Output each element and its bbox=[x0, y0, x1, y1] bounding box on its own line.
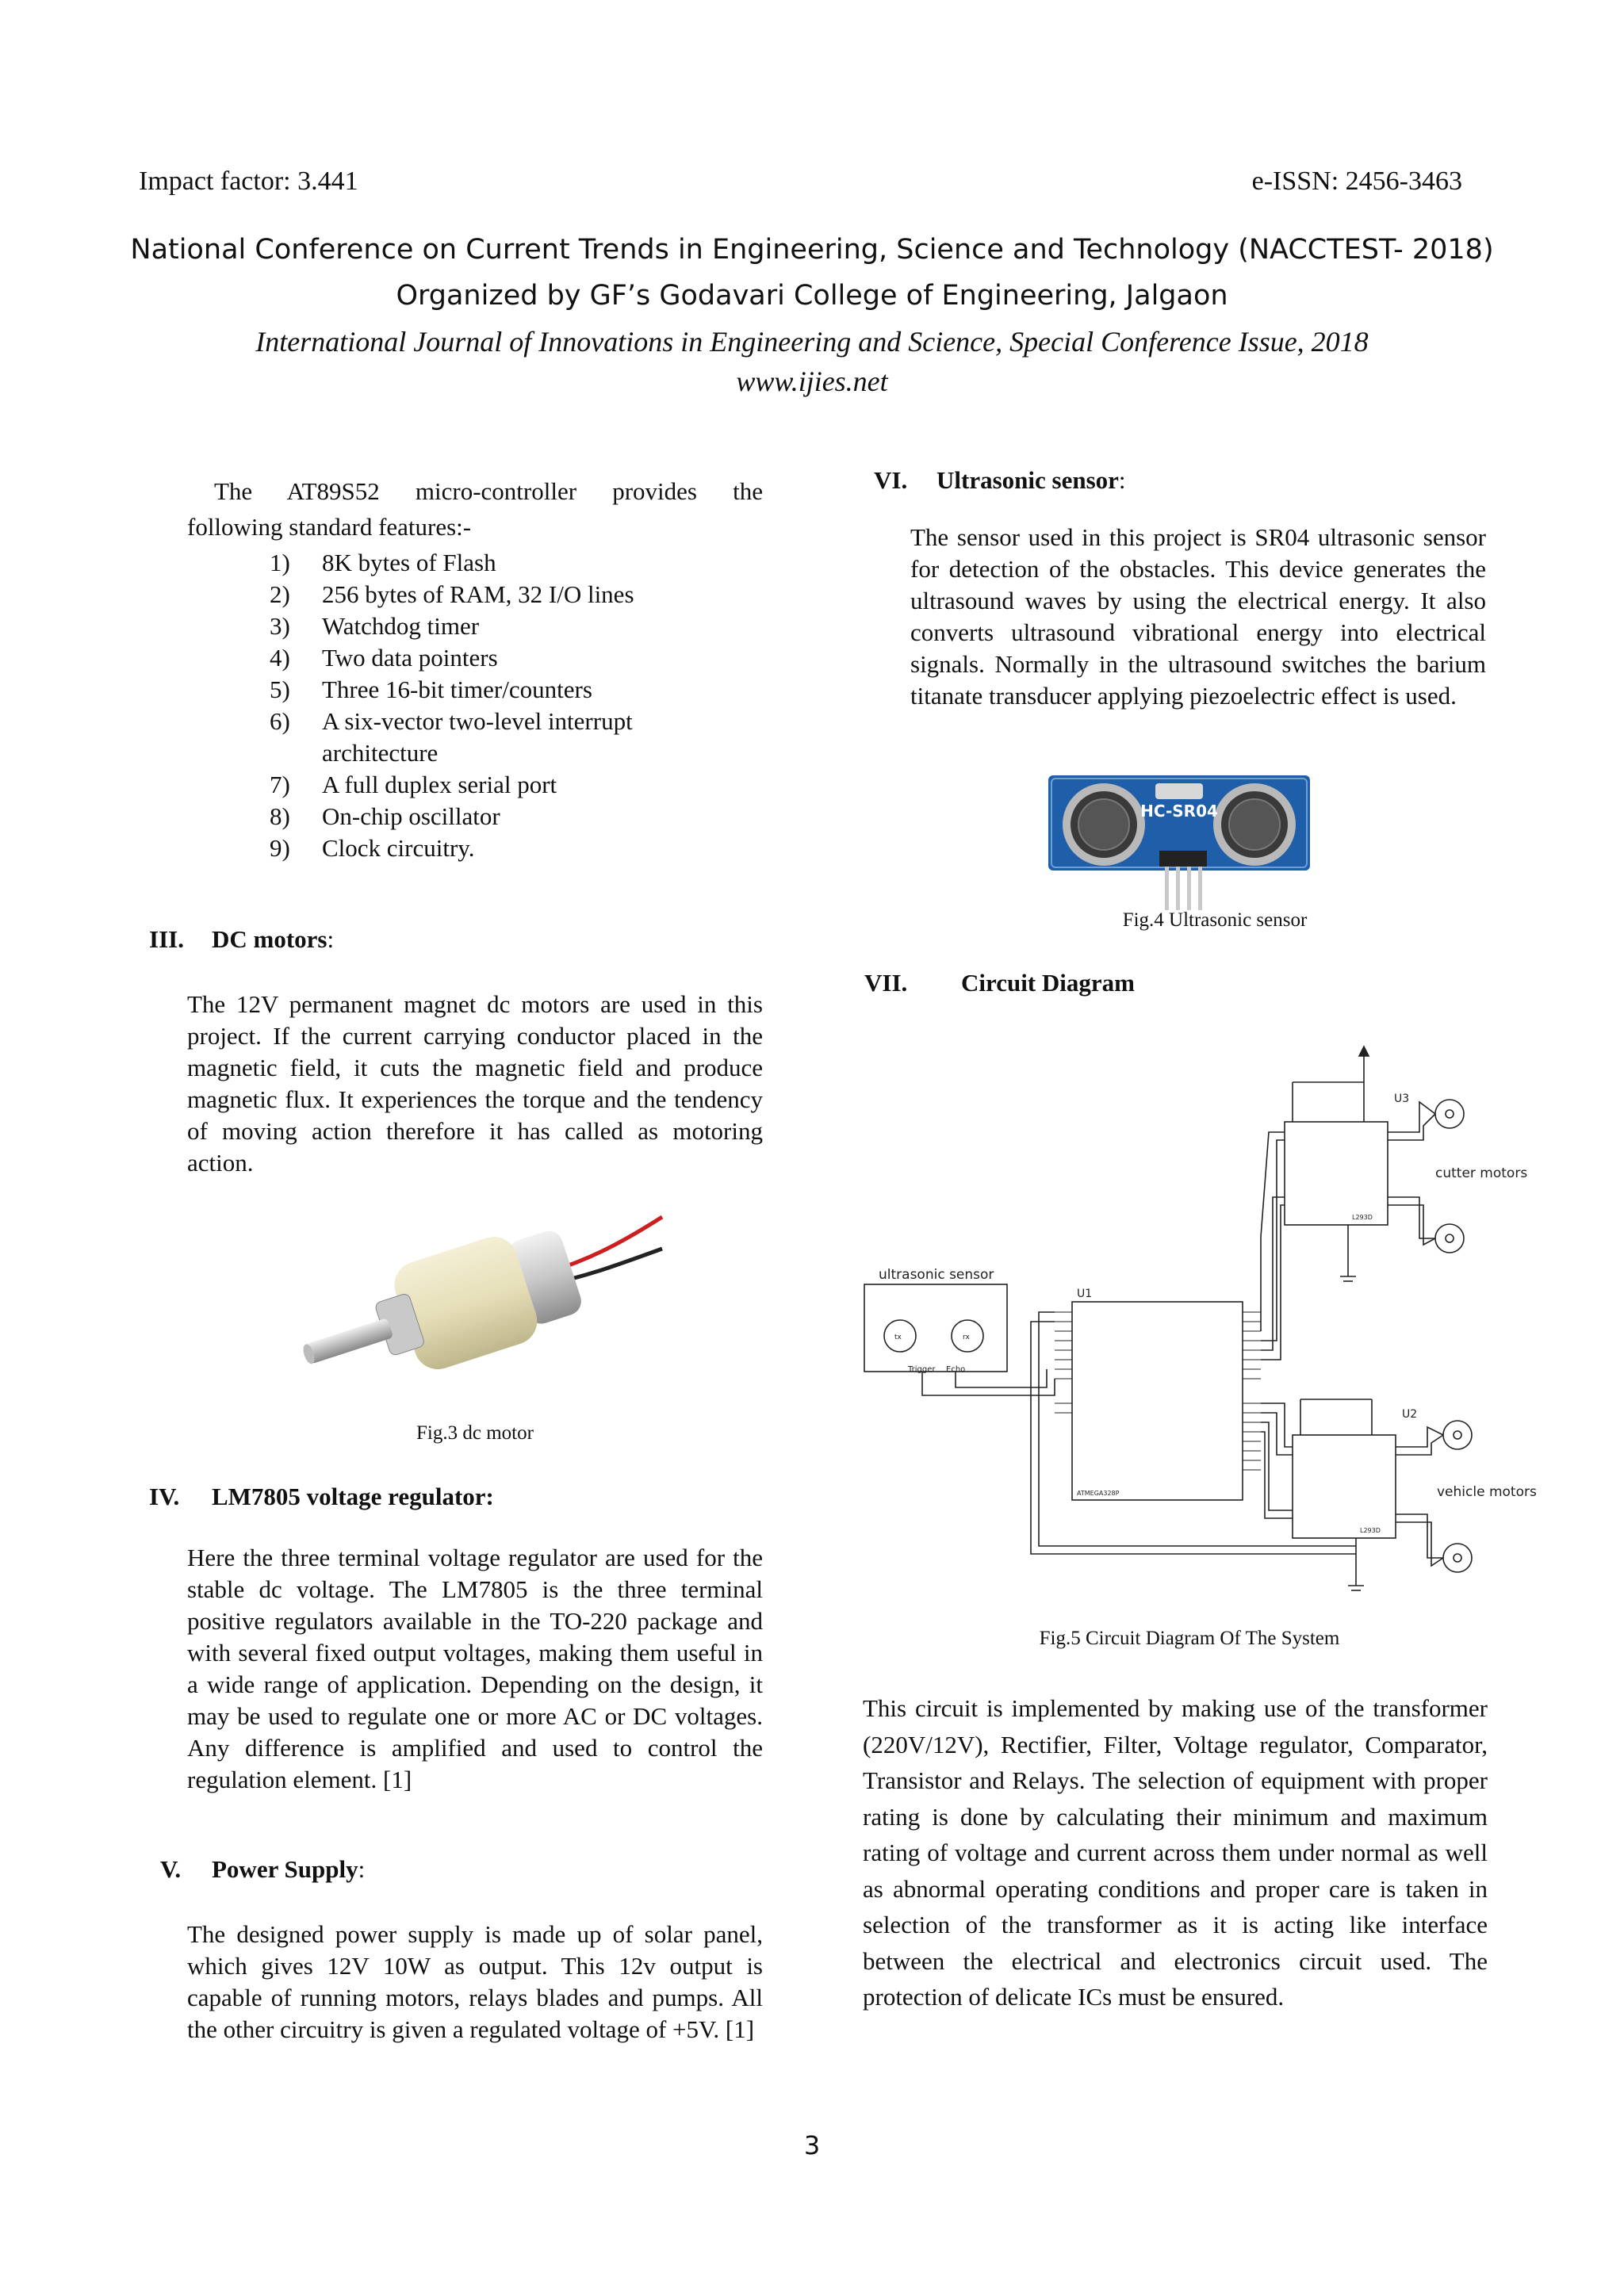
feature-text: A full duplex serial port bbox=[322, 771, 557, 798]
feature-number: 9) bbox=[270, 834, 290, 862]
sensor-label: HC-SR04 bbox=[1140, 802, 1218, 821]
fig4-caption: Fig.4 Ultrasonic sensor bbox=[1122, 909, 1308, 931]
feature-item bbox=[270, 642, 634, 674]
conference-title: National Conference on Current Trends in Engineering, Science and Technology (NACCTEST- 2018) bbox=[130, 234, 1494, 266]
feature-number: 4) bbox=[270, 644, 290, 672]
vehicle-motors-label: vehicle motors bbox=[1437, 1484, 1537, 1500]
feature-number: 7) bbox=[270, 771, 290, 798]
section-6-body: The sensor used in this project is SR04 ultrasonic sensor for detection of the obstacles. This device generates the ultrasound waves by using the electrical energy. It also converts ultrasound vibrational energy into electrical signals. Normally in the ultrasound switches the barium titanate transducer applying piezoelectric effect is used. bbox=[910, 523, 1486, 710]
section-6-number: VI. bbox=[874, 466, 908, 494]
section-7-number: VII. bbox=[864, 969, 908, 997]
fig5-caption: Fig.5 Circuit Diagram Of The System bbox=[1039, 1628, 1340, 1649]
feature-number: 6) bbox=[270, 707, 290, 735]
feature-number: 2) bbox=[270, 580, 290, 608]
section-7-title: Circuit Diagram bbox=[961, 969, 1135, 997]
feature-item bbox=[270, 769, 634, 801]
organizer: Organized by GF’s Godavari College of Engineering, Jalgaon bbox=[396, 280, 1228, 312]
ultrasonic-sensor-label: ultrasonic sensor bbox=[879, 1267, 994, 1283]
u3-chip bbox=[1285, 1122, 1388, 1225]
feature-text: Watchdog timer bbox=[322, 612, 480, 640]
feature-text: Clock circuitry. bbox=[322, 834, 475, 862]
fig3-caption: Fig.3 dc motor bbox=[416, 1422, 534, 1444]
section-3-body: The 12V permanent magnet dc motors are used in this project. If the current carrying conductor placed in the magnetic field, it cuts the magnetic field and produce magnetic flux. It experiences the torque and the tendency of moving action therefore it has called as motoring action. bbox=[187, 990, 763, 1177]
svg-text:ATMEGA328P: ATMEGA328P bbox=[1077, 1490, 1120, 1497]
feature-item bbox=[270, 801, 634, 832]
feature-text: Three 16-bit timer/counters bbox=[322, 675, 592, 703]
journal-website: www.ijies.net bbox=[736, 365, 888, 397]
section-5-number: V. bbox=[160, 1855, 182, 1883]
section-5-title: Power Supply: bbox=[212, 1855, 366, 1883]
u2-chip bbox=[1293, 1435, 1396, 1538]
feature-number bbox=[270, 737, 322, 769]
u1-chip bbox=[1072, 1302, 1243, 1500]
feature-item bbox=[270, 832, 634, 864]
feature-text: Two data pointers bbox=[322, 644, 498, 672]
svg-text:rx: rx bbox=[963, 1334, 970, 1341]
feature-text: On-chip oscillator bbox=[322, 802, 500, 830]
page-number: 3 bbox=[803, 2130, 821, 2160]
feature-text: architecture bbox=[322, 739, 439, 767]
feature-item bbox=[270, 610, 634, 642]
intro-line2: following standard features:- bbox=[187, 513, 472, 541]
feature-number: 8) bbox=[270, 802, 290, 830]
feature-item bbox=[270, 737, 634, 769]
feature-number: 5) bbox=[270, 675, 290, 703]
intro-line1: The AT89S52 micro-controller provides the bbox=[214, 477, 763, 505]
ultrasonic-sensor-image bbox=[1048, 775, 1310, 918]
circuit-paragraph: This circuit is implemented by making use of the transformer (220V/12V), Rectifier, Filter, Voltage regulator, Comparator, Transistor and Relays. The selection of equipment with proper rating is done by calculating their minimum and maximum rating of voltage and current across them under normal as well as abnormal operating conditions and proper care is taken in selection of the transformer as it is acting like interface between the electrical and electronics circuit used. The protection of delicate ICs must be ensured. bbox=[863, 1694, 1488, 2011]
feature-item bbox=[270, 579, 634, 610]
feature-item bbox=[270, 674, 634, 706]
cutter-motors-label: cutter motors bbox=[1435, 1165, 1528, 1181]
u1-label: U1 bbox=[1077, 1288, 1093, 1300]
section-5-body: The designed power supply is made up of solar panel, which gives 12V 10W as output. This 12v output is capable of running motors, relays blades and pumps. All the other circuitry is given a regulated voltage of +5V. [1] bbox=[187, 1920, 763, 2043]
feature-number: 3) bbox=[270, 612, 290, 640]
feature-text: 8K bytes of Flash bbox=[322, 549, 496, 576]
echo-label: Echo bbox=[946, 1365, 966, 1374]
feature-item bbox=[270, 547, 634, 579]
svg-text:L293D: L293D bbox=[1360, 1527, 1381, 1534]
section-4-title: LM7805 voltage regulator: bbox=[212, 1483, 494, 1510]
feature-text: A six-vector two-level interrupt bbox=[322, 707, 633, 735]
section-3-number: III. bbox=[149, 925, 184, 953]
dc-motor-image bbox=[285, 1197, 666, 1403]
section-4-number: IV. bbox=[149, 1483, 180, 1510]
feature-list bbox=[270, 547, 634, 864]
svg-text:tx: tx bbox=[894, 1334, 902, 1341]
issn: e-ISSN: 2456-3463 bbox=[1251, 166, 1462, 196]
u2-label: U2 bbox=[1402, 1408, 1418, 1421]
trigger-label: Trigger bbox=[908, 1365, 936, 1374]
feature-number: 1) bbox=[270, 549, 290, 576]
u3-label: U3 bbox=[1394, 1093, 1410, 1105]
journal-name: International Journal of Innovations in Engineering and Science, Special Conference Issue, 2018 bbox=[255, 326, 1369, 358]
impact-factor: Impact factor: 3.441 bbox=[139, 166, 358, 196]
section-3-title: DC motors: bbox=[212, 925, 335, 953]
feature-text: 256 bytes of RAM, 32 I/O lines bbox=[322, 580, 634, 608]
section-4-body: Here the three terminal voltage regulator are used for the stable dc voltage. The LM7805 is the three terminal positive regulators available in the TO-220 package and with several fixed output voltages, making them useful in a wide range of application. Depending on the design, it may be used to regulate one or more AC or DC voltages. Any difference is amplified and used to control the regulation element. [1] bbox=[187, 1544, 763, 1793]
feature-item bbox=[270, 706, 634, 737]
section-6-title: Ultrasonic sensor: bbox=[936, 466, 1126, 494]
svg-text:L293D: L293D bbox=[1352, 1214, 1373, 1221]
circuit-diagram bbox=[864, 1039, 1537, 1609]
